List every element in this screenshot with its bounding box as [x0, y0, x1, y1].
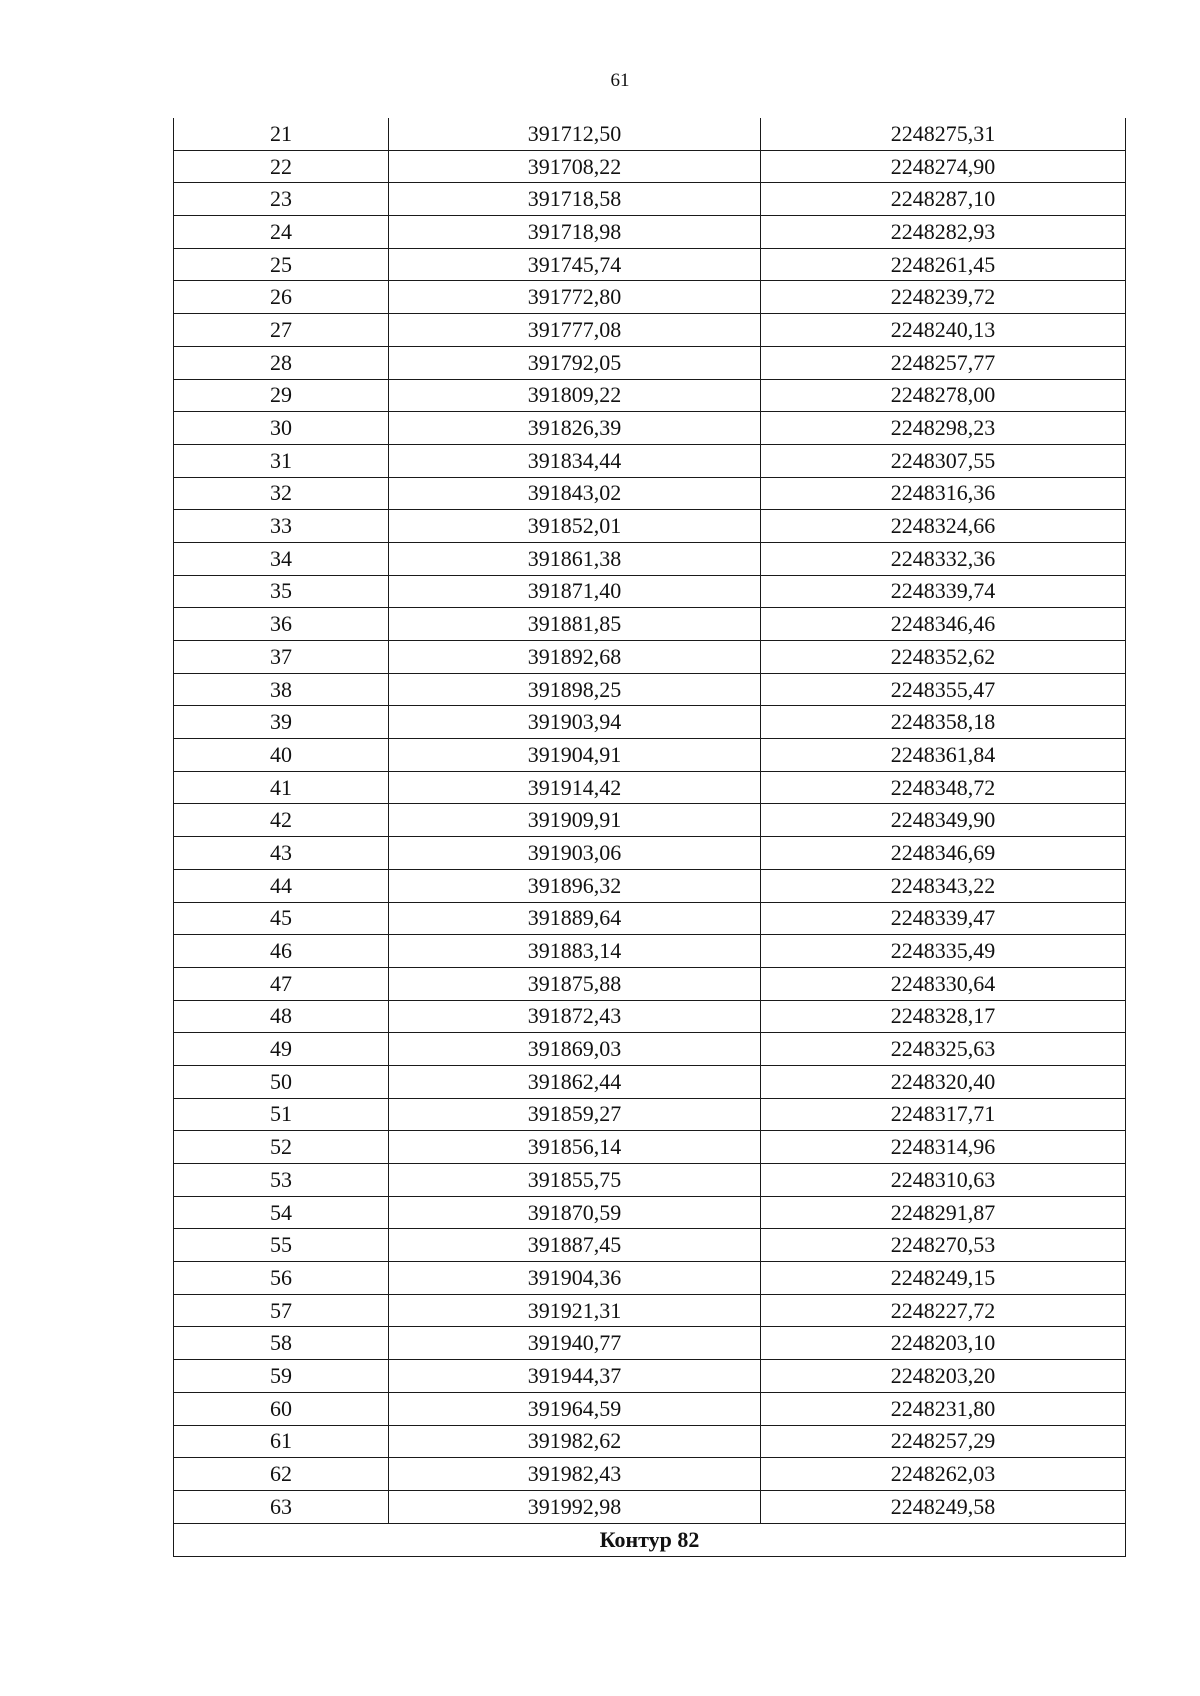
y-coordinate-cell: 2248343,22 — [761, 869, 1126, 902]
table-row — [174, 1229, 1126, 1262]
x-coordinate-cell: 391843,02 — [389, 477, 761, 510]
x-coordinate-cell: 391826,39 — [389, 412, 761, 445]
table-row — [174, 346, 1126, 379]
table-row — [174, 150, 1126, 183]
x-coordinate-cell: 391777,08 — [389, 314, 761, 347]
table-row — [174, 1196, 1126, 1229]
x-coordinate-cell: 391718,58 — [389, 183, 761, 216]
table-row — [174, 1294, 1126, 1327]
table-row — [174, 1392, 1126, 1425]
x-coordinate-cell: 391852,01 — [389, 510, 761, 543]
y-coordinate-cell: 2248348,72 — [761, 771, 1126, 804]
y-coordinate-cell: 2248203,10 — [761, 1327, 1126, 1360]
x-coordinate-cell: 391856,14 — [389, 1131, 761, 1164]
point-number-cell: 35 — [174, 575, 389, 608]
x-coordinate-cell: 391772,80 — [389, 281, 761, 314]
y-coordinate-cell: 2248257,29 — [761, 1425, 1126, 1458]
table-row — [174, 118, 1126, 150]
y-coordinate-cell: 2248291,87 — [761, 1196, 1126, 1229]
y-coordinate-cell: 2248310,63 — [761, 1164, 1126, 1197]
point-number-cell: 42 — [174, 804, 389, 837]
table-row — [174, 935, 1126, 968]
point-number-cell: 48 — [174, 1000, 389, 1033]
point-number-cell: 47 — [174, 967, 389, 1000]
point-number-cell: 21 — [174, 118, 389, 150]
y-coordinate-cell: 2248325,63 — [761, 1033, 1126, 1066]
table-row — [174, 444, 1126, 477]
x-coordinate-cell: 391869,03 — [389, 1033, 761, 1066]
x-coordinate-cell: 391889,64 — [389, 902, 761, 935]
y-coordinate-cell: 2248307,55 — [761, 444, 1126, 477]
point-number-cell: 59 — [174, 1360, 389, 1393]
x-coordinate-cell: 391875,88 — [389, 967, 761, 1000]
point-number-cell: 39 — [174, 706, 389, 739]
x-coordinate-cell: 391940,77 — [389, 1327, 761, 1360]
y-coordinate-cell: 2248275,31 — [761, 118, 1126, 150]
table-row — [174, 216, 1126, 249]
x-coordinate-cell: 391792,05 — [389, 346, 761, 379]
table-row — [174, 967, 1126, 1000]
y-coordinate-cell: 2248278,00 — [761, 379, 1126, 412]
y-coordinate-cell: 2248349,90 — [761, 804, 1126, 837]
point-number-cell: 52 — [174, 1131, 389, 1164]
table-row — [174, 804, 1126, 837]
point-number-cell: 61 — [174, 1425, 389, 1458]
point-number-cell: 51 — [174, 1098, 389, 1131]
point-number-cell: 33 — [174, 510, 389, 543]
y-coordinate-cell: 2248231,80 — [761, 1392, 1126, 1425]
table-row — [174, 314, 1126, 347]
x-coordinate-cell: 391904,36 — [389, 1262, 761, 1295]
page-number: 61 — [610, 70, 630, 91]
point-number-cell: 60 — [174, 1392, 389, 1425]
table-row — [174, 1327, 1126, 1360]
point-number-cell: 31 — [174, 444, 389, 477]
y-coordinate-cell: 2248227,72 — [761, 1294, 1126, 1327]
x-coordinate-cell: 391992,98 — [389, 1490, 761, 1523]
y-coordinate-cell: 2248358,18 — [761, 706, 1126, 739]
x-coordinate-cell: 391904,91 — [389, 739, 761, 772]
table-row — [174, 1425, 1126, 1458]
table-row — [174, 183, 1126, 216]
x-coordinate-cell: 391892,68 — [389, 641, 761, 674]
point-number-cell: 50 — [174, 1065, 389, 1098]
table-row — [174, 837, 1126, 870]
x-coordinate-cell: 391708,22 — [389, 150, 761, 183]
y-coordinate-cell: 2248316,36 — [761, 477, 1126, 510]
point-number-cell: 26 — [174, 281, 389, 314]
x-coordinate-cell: 391982,43 — [389, 1458, 761, 1491]
y-coordinate-cell: 2248320,40 — [761, 1065, 1126, 1098]
table-row — [174, 281, 1126, 314]
point-number-cell: 57 — [174, 1294, 389, 1327]
y-coordinate-cell: 2248270,53 — [761, 1229, 1126, 1262]
point-number-cell: 54 — [174, 1196, 389, 1229]
y-coordinate-cell: 2248249,58 — [761, 1490, 1126, 1523]
y-coordinate-cell: 2248261,45 — [761, 248, 1126, 281]
table-row — [174, 1262, 1126, 1295]
x-coordinate-cell: 391887,45 — [389, 1229, 761, 1262]
y-coordinate-cell: 2248249,15 — [761, 1262, 1126, 1295]
y-coordinate-cell: 2248257,77 — [761, 346, 1126, 379]
x-coordinate-cell: 391861,38 — [389, 542, 761, 575]
table-row — [174, 542, 1126, 575]
point-number-cell: 41 — [174, 771, 389, 804]
point-number-cell: 36 — [174, 608, 389, 641]
x-coordinate-cell: 391944,37 — [389, 1360, 761, 1393]
y-coordinate-cell: 2248352,62 — [761, 641, 1126, 674]
section-header-row — [174, 1523, 1126, 1556]
y-coordinate-cell: 2248339,47 — [761, 902, 1126, 935]
x-coordinate-cell: 391881,85 — [389, 608, 761, 641]
table-row — [174, 608, 1126, 641]
point-number-cell: 44 — [174, 869, 389, 902]
x-coordinate-cell: 391712,50 — [389, 118, 761, 150]
table-row — [174, 412, 1126, 445]
x-coordinate-cell: 391964,59 — [389, 1392, 761, 1425]
coordinates-table — [173, 118, 1126, 1557]
y-coordinate-cell: 2248317,71 — [761, 1098, 1126, 1131]
point-number-cell: 29 — [174, 379, 389, 412]
table-row — [174, 1360, 1126, 1393]
point-number-cell: 32 — [174, 477, 389, 510]
point-number-cell: 27 — [174, 314, 389, 347]
y-coordinate-cell: 2248330,64 — [761, 967, 1126, 1000]
point-number-cell: 37 — [174, 641, 389, 674]
point-number-cell: 28 — [174, 346, 389, 379]
table-row — [174, 902, 1126, 935]
table-row — [174, 673, 1126, 706]
table-row — [174, 1164, 1126, 1197]
y-coordinate-cell: 2248339,74 — [761, 575, 1126, 608]
y-coordinate-cell: 2248203,20 — [761, 1360, 1126, 1393]
x-coordinate-cell: 391872,43 — [389, 1000, 761, 1033]
table-row — [174, 248, 1126, 281]
x-coordinate-cell: 391859,27 — [389, 1098, 761, 1131]
y-coordinate-cell: 2248361,84 — [761, 739, 1126, 772]
table-row — [174, 1033, 1126, 1066]
y-coordinate-cell: 2248262,03 — [761, 1458, 1126, 1491]
x-coordinate-cell: 391871,40 — [389, 575, 761, 608]
point-number-cell: 58 — [174, 1327, 389, 1360]
point-number-cell: 25 — [174, 248, 389, 281]
x-coordinate-cell: 391745,74 — [389, 248, 761, 281]
table-row — [174, 771, 1126, 804]
x-coordinate-cell: 391862,44 — [389, 1065, 761, 1098]
x-coordinate-cell: 391982,62 — [389, 1425, 761, 1458]
y-coordinate-cell: 2248240,13 — [761, 314, 1126, 347]
y-coordinate-cell: 2248346,46 — [761, 608, 1126, 641]
point-number-cell: 49 — [174, 1033, 389, 1066]
table-row — [174, 641, 1126, 674]
y-coordinate-cell: 2248346,69 — [761, 837, 1126, 870]
point-number-cell: 22 — [174, 150, 389, 183]
point-number-cell: 38 — [174, 673, 389, 706]
table-row — [174, 510, 1126, 543]
x-coordinate-cell: 391870,59 — [389, 1196, 761, 1229]
table-row — [174, 1490, 1126, 1523]
table-row — [174, 1458, 1126, 1491]
x-coordinate-cell: 391896,32 — [389, 869, 761, 902]
point-number-cell: 53 — [174, 1164, 389, 1197]
table-row — [174, 379, 1126, 412]
x-coordinate-cell: 391898,25 — [389, 673, 761, 706]
table-row — [174, 477, 1126, 510]
y-coordinate-cell: 2248282,93 — [761, 216, 1126, 249]
x-coordinate-cell: 391855,75 — [389, 1164, 761, 1197]
x-coordinate-cell: 391921,31 — [389, 1294, 761, 1327]
point-number-cell: 45 — [174, 902, 389, 935]
x-coordinate-cell: 391809,22 — [389, 379, 761, 412]
point-number-cell: 34 — [174, 542, 389, 575]
y-coordinate-cell: 2248332,36 — [761, 542, 1126, 575]
point-number-cell: 24 — [174, 216, 389, 249]
y-coordinate-cell: 2248314,96 — [761, 1131, 1126, 1164]
point-number-cell: 23 — [174, 183, 389, 216]
point-number-cell: 30 — [174, 412, 389, 445]
table-row — [174, 739, 1126, 772]
point-number-cell: 62 — [174, 1458, 389, 1491]
y-coordinate-cell: 2248239,72 — [761, 281, 1126, 314]
y-coordinate-cell: 2248355,47 — [761, 673, 1126, 706]
point-number-cell: 55 — [174, 1229, 389, 1262]
y-coordinate-cell: 2248328,17 — [761, 1000, 1126, 1033]
x-coordinate-cell: 391883,14 — [389, 935, 761, 968]
coordinates-table-body — [174, 118, 1126, 1556]
x-coordinate-cell: 391718,98 — [389, 216, 761, 249]
table-row — [174, 1000, 1126, 1033]
table-row — [174, 706, 1126, 739]
table-row — [174, 1131, 1126, 1164]
x-coordinate-cell: 391903,06 — [389, 837, 761, 870]
x-coordinate-cell: 391909,91 — [389, 804, 761, 837]
point-number-cell: 56 — [174, 1262, 389, 1295]
y-coordinate-cell: 2248324,66 — [761, 510, 1126, 543]
point-number-cell: 40 — [174, 739, 389, 772]
x-coordinate-cell: 391834,44 — [389, 444, 761, 477]
y-coordinate-cell: 2248274,90 — [761, 150, 1126, 183]
point-number-cell: 43 — [174, 837, 389, 870]
x-coordinate-cell: 391914,42 — [389, 771, 761, 804]
y-coordinate-cell: 2248335,49 — [761, 935, 1126, 968]
x-coordinate-cell: 391903,94 — [389, 706, 761, 739]
y-coordinate-cell: 2248287,10 — [761, 183, 1126, 216]
y-coordinate-cell: 2248298,23 — [761, 412, 1126, 445]
table-row — [174, 575, 1126, 608]
table-row — [174, 1065, 1126, 1098]
table-row — [174, 1098, 1126, 1131]
point-number-cell: 46 — [174, 935, 389, 968]
section-title: Контур 82 — [174, 1523, 1126, 1556]
table-row — [174, 869, 1126, 902]
point-number-cell: 63 — [174, 1490, 389, 1523]
